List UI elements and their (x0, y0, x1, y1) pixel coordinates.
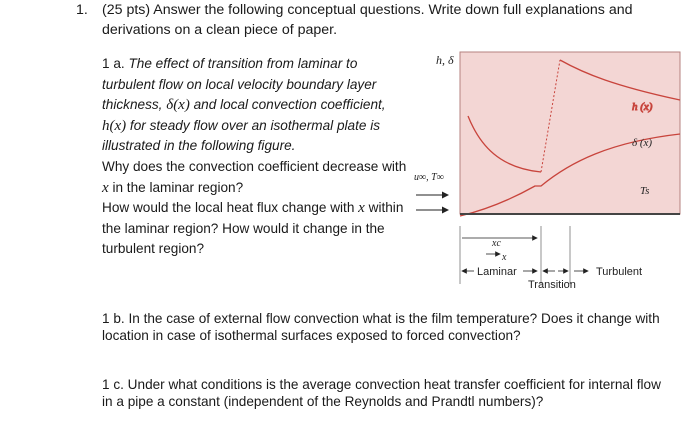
boundary-layer-figure (400, 50, 700, 300)
xc-label: xc (492, 238, 501, 249)
part-a-lead: 1 a. (102, 56, 129, 71)
delta-curve-label: δ (x) (632, 137, 653, 149)
part-a-question-2a: How would the local heat flux change with (102, 200, 359, 216)
h-symbol: h(x) (102, 117, 127, 134)
y-axis-label: h, δ (436, 53, 454, 67)
part-c-text: 1 c. Under what conditions is the average convection heat transfer coefficient for internal flow in a pipe a constant (independent of the Reynolds and Prandtl numbers)? (102, 377, 661, 409)
part-a-question-1b: in the laminar region? (108, 179, 244, 195)
x-symbol-2: x (358, 200, 365, 217)
turbulent-label: Turbulent (596, 266, 643, 278)
question-header (76, 0, 662, 40)
part-a-intro-3: for steady flow over an isothermal plate is illustrated in the following figure. (102, 117, 381, 154)
part-a-intro-1: The effect of transition from laminar to turbulent flow on local velocity boundary layer thickness, (102, 56, 377, 113)
part-b-text: 1 b. In the case of external flow convection what is the film temperature? Does it change with location in case of isothermal surfaces exposed to forced convection? (102, 311, 660, 343)
delta-symbol: δ(x) (166, 97, 190, 114)
part-a-intro-2: and local convection coefficient, (189, 97, 386, 113)
question-number: 1. (76, 2, 88, 18)
laminar-label: Laminar (477, 266, 517, 278)
part-a-question-2b: within the laminar region? How would it change in the turbulent region? (102, 200, 404, 257)
question-header-text: (25 pts) Answer the following conceptual questions. Write down full explanations and derivations on a clean piece of paper. (102, 2, 633, 38)
transition-label: Transition (528, 279, 576, 291)
freestream-label: u∞, T∞ (414, 172, 444, 183)
x-symbol: x (102, 179, 109, 196)
x-label: x (502, 252, 507, 263)
surface-temp-label: Ts (640, 185, 650, 197)
part-a-text (102, 54, 412, 260)
part-a-question-1a: Why does the convection coefficient decrease with (102, 158, 407, 174)
h-curve-label: h (x) (632, 101, 653, 113)
